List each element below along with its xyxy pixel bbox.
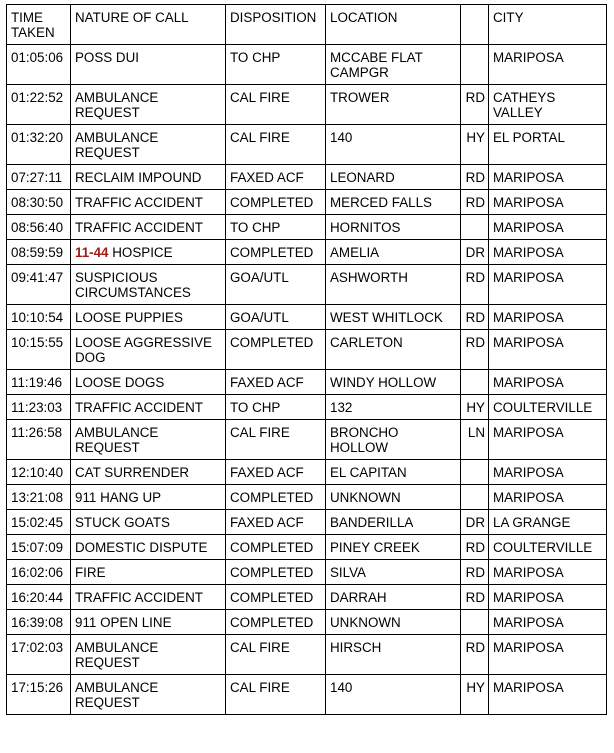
cell-location: 140 [326,675,461,715]
cell-city: MARIPOSA [489,190,607,215]
cell-nature-of-call: CAT SURRENDER [71,460,226,485]
cell-nature-of-call: LOOSE AGGRESSIVE DOG [71,330,226,370]
cell-nature-of-call: TRAFFIC ACCIDENT [71,215,226,240]
cell-city: MARIPOSA [489,215,607,240]
cell-disposition: CAL FIRE [226,675,326,715]
cell-disposition: CAL FIRE [226,125,326,165]
cell-city: MARIPOSA [489,165,607,190]
call-log [6,4,607,715]
cell-time-taken: 07:27:11 [7,165,71,190]
cell-nature-of-call: RECLAIM IMPOUND [71,165,226,190]
cell-disposition: GOA/UTL [226,305,326,330]
table-row [7,535,607,560]
cell-city: MARIPOSA [489,610,607,635]
cell-location: ASHWORTH [326,265,461,305]
cell-nature-of-call: LOOSE PUPPIES [71,305,226,330]
cell-time-taken: 11:26:58 [7,420,71,460]
cell-time-taken: 08:30:50 [7,190,71,215]
cell-disposition: FAXED ACF [226,510,326,535]
cell-location: MCCABE FLAT CAMPGR [326,45,461,85]
cell-nature-of-call: POSS DUI [71,45,226,85]
cell-street-suffix: RD [461,585,489,610]
cell-disposition: COMPLETED [226,535,326,560]
cell-street-suffix [461,485,489,510]
cell-location: 132 [326,395,461,420]
call-log-table [6,4,607,715]
cell-disposition: TO CHP [226,395,326,420]
cell-nature-of-call: TRAFFIC ACCIDENT [71,585,226,610]
table-row [7,585,607,610]
cell-nature-of-call: FIRE [71,560,226,585]
cell-nature-of-call: SUSPICIOUS CIRCUMSTANCES [71,265,226,305]
cell-city: EL PORTAL [489,125,607,165]
cell-time-taken: 11:23:03 [7,395,71,420]
table-row [7,635,607,675]
cell-location: 140 [326,125,461,165]
cell-disposition: COMPLETED [226,585,326,610]
cell-city: MARIPOSA [489,265,607,305]
cell-time-taken: 01:22:52 [7,85,71,125]
cell-street-suffix: RD [461,535,489,560]
cell-city: MARIPOSA [489,560,607,585]
cell-street-suffix: HY [461,125,489,165]
cell-nature-of-call: STUCK GOATS [71,510,226,535]
cell-location: PINEY CREEK [326,535,461,560]
cell-nature-of-call: AMBULANCE REQUEST [71,125,226,165]
cell-disposition: COMPLETED [226,560,326,585]
cell-disposition: COMPLETED [226,610,326,635]
cell-street-suffix: RD [461,305,489,330]
cell-location: UNKNOWN [326,610,461,635]
cell-city: MARIPOSA [489,305,607,330]
cell-city: MARIPOSA [489,485,607,510]
cell-city: MARIPOSA [489,330,607,370]
table-row [7,675,607,715]
cell-nature-of-call: LOOSE DOGS [71,370,226,395]
cell-nature-of-call: AMBULANCE REQUEST [71,675,226,715]
cell-location: HIRSCH [326,635,461,675]
cell-location: WEST WHITLOCK [326,305,461,330]
cell-street-suffix: DR [461,240,489,265]
cell-time-taken: 08:59:59 [7,240,71,265]
cell-nature-of-call: TRAFFIC ACCIDENT [71,395,226,420]
cell-nature-of-call: 911 HANG UP [71,485,226,510]
cell-nature-of-call: TRAFFIC ACCIDENT [71,190,226,215]
header-city: CITY [489,5,607,45]
cell-time-taken: 16:39:08 [7,610,71,635]
cell-city: COULTERVILLE [489,535,607,560]
cell-disposition: COMPLETED [226,240,326,265]
incident-code: 11-44 [75,245,109,260]
table-row [7,305,607,330]
cell-location: BANDERILLA [326,510,461,535]
cell-city: LA GRANGE [489,510,607,535]
cell-time-taken: 17:02:03 [7,635,71,675]
cell-time-taken: 01:05:06 [7,45,71,85]
cell-time-taken: 08:56:40 [7,215,71,240]
cell-time-taken: 13:21:08 [7,485,71,510]
header-street-suffix [461,5,489,45]
cell-nature-of-call [71,240,226,265]
cell-city: MARIPOSA [489,635,607,675]
cell-city: MARIPOSA [489,460,607,485]
cell-time-taken: 17:15:26 [7,675,71,715]
table-row [7,395,607,420]
cell-time-taken: 16:02:06 [7,560,71,585]
cell-nature-of-call: AMBULANCE REQUEST [71,85,226,125]
cell-street-suffix [461,215,489,240]
cell-city: MARIPOSA [489,370,607,395]
cell-street-suffix [461,610,489,635]
cell-street-suffix: RD [461,560,489,585]
table-row [7,240,607,265]
table-row [7,265,607,305]
cell-city: MARIPOSA [489,45,607,85]
cell-street-suffix: RD [461,85,489,125]
cell-nature-of-call: DOMESTIC DISPUTE [71,535,226,560]
table-row [7,610,607,635]
cell-location: UNKNOWN [326,485,461,510]
cell-disposition: GOA/UTL [226,265,326,305]
cell-nature-of-call: 911 OPEN LINE [71,610,226,635]
cell-location: EL CAPITAN [326,460,461,485]
cell-street-suffix: RD [461,635,489,675]
cell-street-suffix: HY [461,675,489,715]
header-location: LOCATION [326,5,461,45]
cell-nature-of-call: AMBULANCE REQUEST [71,635,226,675]
table-row [7,85,607,125]
cell-disposition: CAL FIRE [226,420,326,460]
table-row [7,125,607,165]
cell-disposition: COMPLETED [226,330,326,370]
cell-time-taken: 09:41:47 [7,265,71,305]
cell-time-taken: 12:10:40 [7,460,71,485]
nature-text: HOSPICE [112,245,173,260]
cell-city: MARIPOSA [489,585,607,610]
cell-location: DARRAH [326,585,461,610]
cell-location: MERCED FALLS [326,190,461,215]
cell-disposition: FAXED ACF [226,165,326,190]
table-row [7,215,607,240]
cell-time-taken: 01:32:20 [7,125,71,165]
cell-disposition: CAL FIRE [226,85,326,125]
table-row [7,485,607,510]
cell-location: LEONARD [326,165,461,190]
call-log-body [7,45,607,715]
cell-location: BRONCHO HOLLOW [326,420,461,460]
cell-street-suffix [461,45,489,85]
cell-street-suffix [461,460,489,485]
cell-time-taken: 10:10:54 [7,305,71,330]
table-row [7,370,607,395]
cell-disposition: FAXED ACF [226,460,326,485]
cell-time-taken: 11:19:46 [7,370,71,395]
cell-nature-of-call: AMBULANCE REQUEST [71,420,226,460]
table-row [7,560,607,585]
table-row [7,330,607,370]
cell-street-suffix: LN [461,420,489,460]
cell-location: AMELIA [326,240,461,265]
cell-city: MARIPOSA [489,420,607,460]
cell-disposition: FAXED ACF [226,370,326,395]
cell-location: HORNITOS [326,215,461,240]
cell-street-suffix: RD [461,190,489,215]
header-time-taken: TIME TAKEN [7,5,71,45]
cell-time-taken: 15:07:09 [7,535,71,560]
table-row [7,190,607,215]
header-nature-of-call: NATURE OF CALL [71,5,226,45]
cell-street-suffix [461,370,489,395]
cell-city: CATHEYS VALLEY [489,85,607,125]
cell-disposition: CAL FIRE [226,635,326,675]
cell-location: SILVA [326,560,461,585]
header-disposition: DISPOSITION [226,5,326,45]
cell-disposition: TO CHP [226,215,326,240]
cell-location: TROWER [326,85,461,125]
cell-time-taken: 16:20:44 [7,585,71,610]
cell-time-taken: 10:15:55 [7,330,71,370]
table-row [7,420,607,460]
cell-disposition: COMPLETED [226,485,326,510]
table-row [7,165,607,190]
cell-city: MARIPOSA [489,675,607,715]
cell-street-suffix: RD [461,165,489,190]
cell-disposition: COMPLETED [226,190,326,215]
cell-location: WINDY HOLLOW [326,370,461,395]
table-row [7,460,607,485]
cell-city: COULTERVILLE [489,395,607,420]
cell-time-taken: 15:02:45 [7,510,71,535]
cell-street-suffix: RD [461,265,489,305]
cell-street-suffix: HY [461,395,489,420]
table-row [7,510,607,535]
cell-street-suffix: DR [461,510,489,535]
cell-city: MARIPOSA [489,240,607,265]
table-row [7,45,607,85]
header-row [7,5,607,45]
cell-street-suffix: RD [461,330,489,370]
cell-location: CARLETON [326,330,461,370]
cell-disposition: TO CHP [226,45,326,85]
